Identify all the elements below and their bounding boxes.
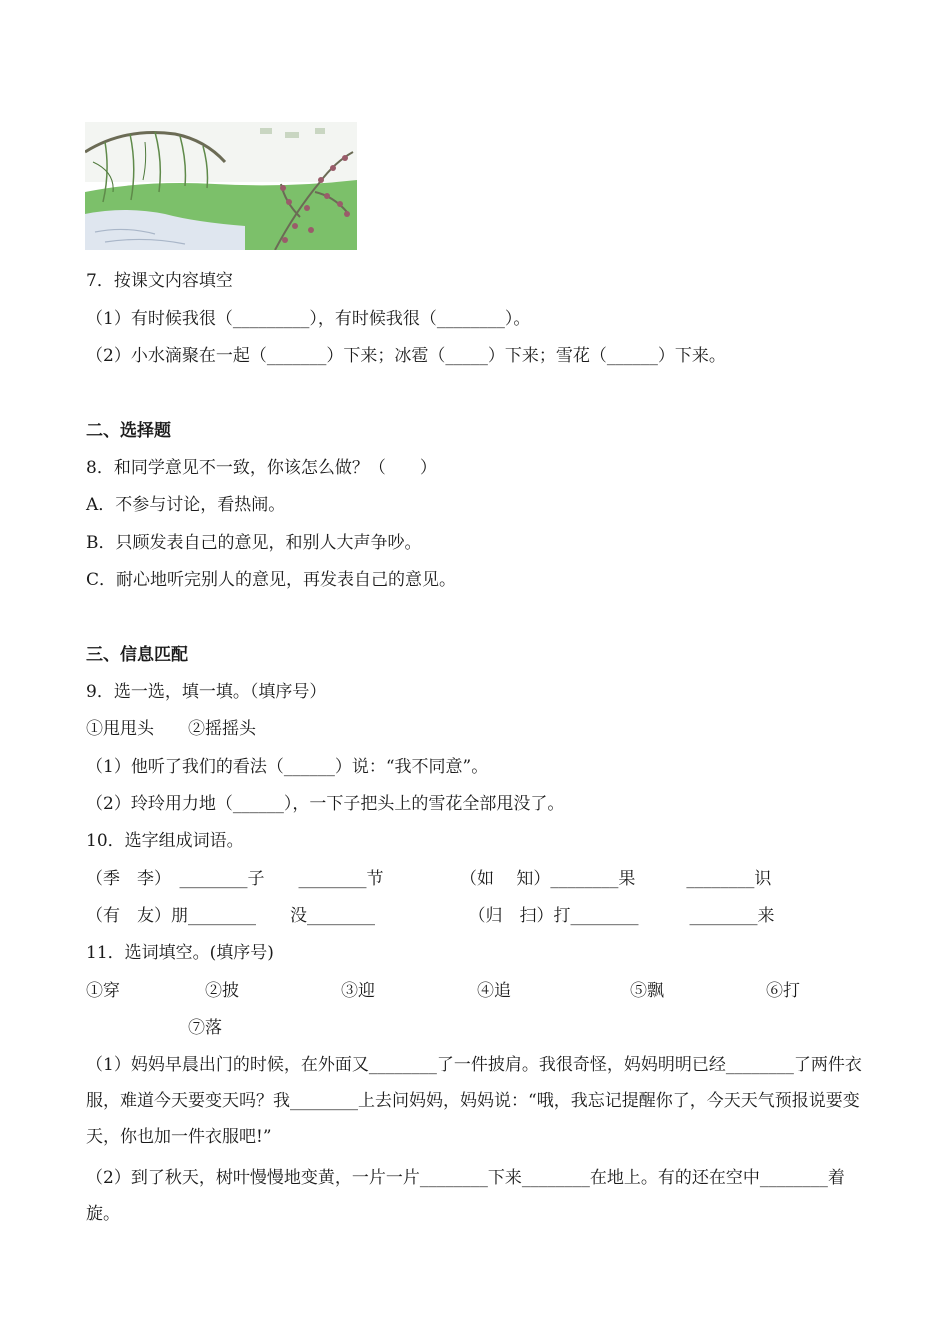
willow-river-illustration (85, 122, 357, 250)
q11-paragraph-1-text: （1）妈妈早晨出门的时候，在外面又________了一件披肩。我很奇怪，妈妈明明已经________了两件衣服，难道今天要变天吗？我________上去问妈妈，妈妈说：“哦，我忘记提醒你了，今天天气预报说要变天，你也加一件衣服吧!” (86, 1055, 862, 1147)
q8-option-c: C．耐心地听完别人的意见，再发表自己的意见。 (86, 570, 457, 590)
q8-question: 8．和同学意见不一致，你该怎么做？（ ） (86, 458, 437, 478)
q9-line-2: （2）玲玲用力地（______），一下子把头上的雪花全部甩没了。 (86, 794, 565, 814)
q7-title: 7．按课文内容填空 (86, 271, 233, 291)
q10-row-1: （季 李） ________子 ________节 （如 知）________果 ________识 (86, 869, 772, 889)
q10-question: 10．选字组成词语。 (86, 831, 244, 851)
q11-paragraph-2 (86, 1160, 866, 1232)
q11-paragraph-1 (86, 1047, 866, 1155)
section-2-heading: 二、选择题 (86, 421, 171, 441)
q11-word-options: ①穿 ②披 ③迎 ④追 ⑤飘 ⑥打 (86, 981, 800, 1001)
q9-line-1: （1）他听了我们的看法（______）说：“我不同意”。 (86, 757, 489, 777)
q11-question: 11．选词填空。(填序号) (86, 943, 274, 963)
q7-line-1: （1）有时候我很（_________），有时候我很（________）。 (86, 309, 531, 329)
q8-option-b: B．只顾发表自己的意见，和别人大声争吵。 (86, 533, 422, 553)
q8-option-a: A．不参与讨论，看热闹。 (86, 495, 286, 515)
q11-paragraph-2-text: （2）到了秋天，树叶慢慢地变黄，一片一片________下来________在地上。有的还在空中________着旋。 (86, 1168, 845, 1224)
q9-question: 9．选一选，填一填。（填序号） (86, 682, 327, 702)
q9-options: ①甩甩头 ②摇摇头 (86, 719, 256, 739)
q10-row-2: （有 友）朋________ 没________ （归 扫）打________ ________来 (86, 906, 775, 926)
section-3-heading: 三、信息匹配 (86, 645, 188, 665)
q7-line-2: （2）小水滴聚在一起（_______）下来；冰雹（_____）下来；雪花（______）下来。 (86, 346, 726, 366)
q11-word-options-2: ⑦落 (86, 1018, 222, 1038)
